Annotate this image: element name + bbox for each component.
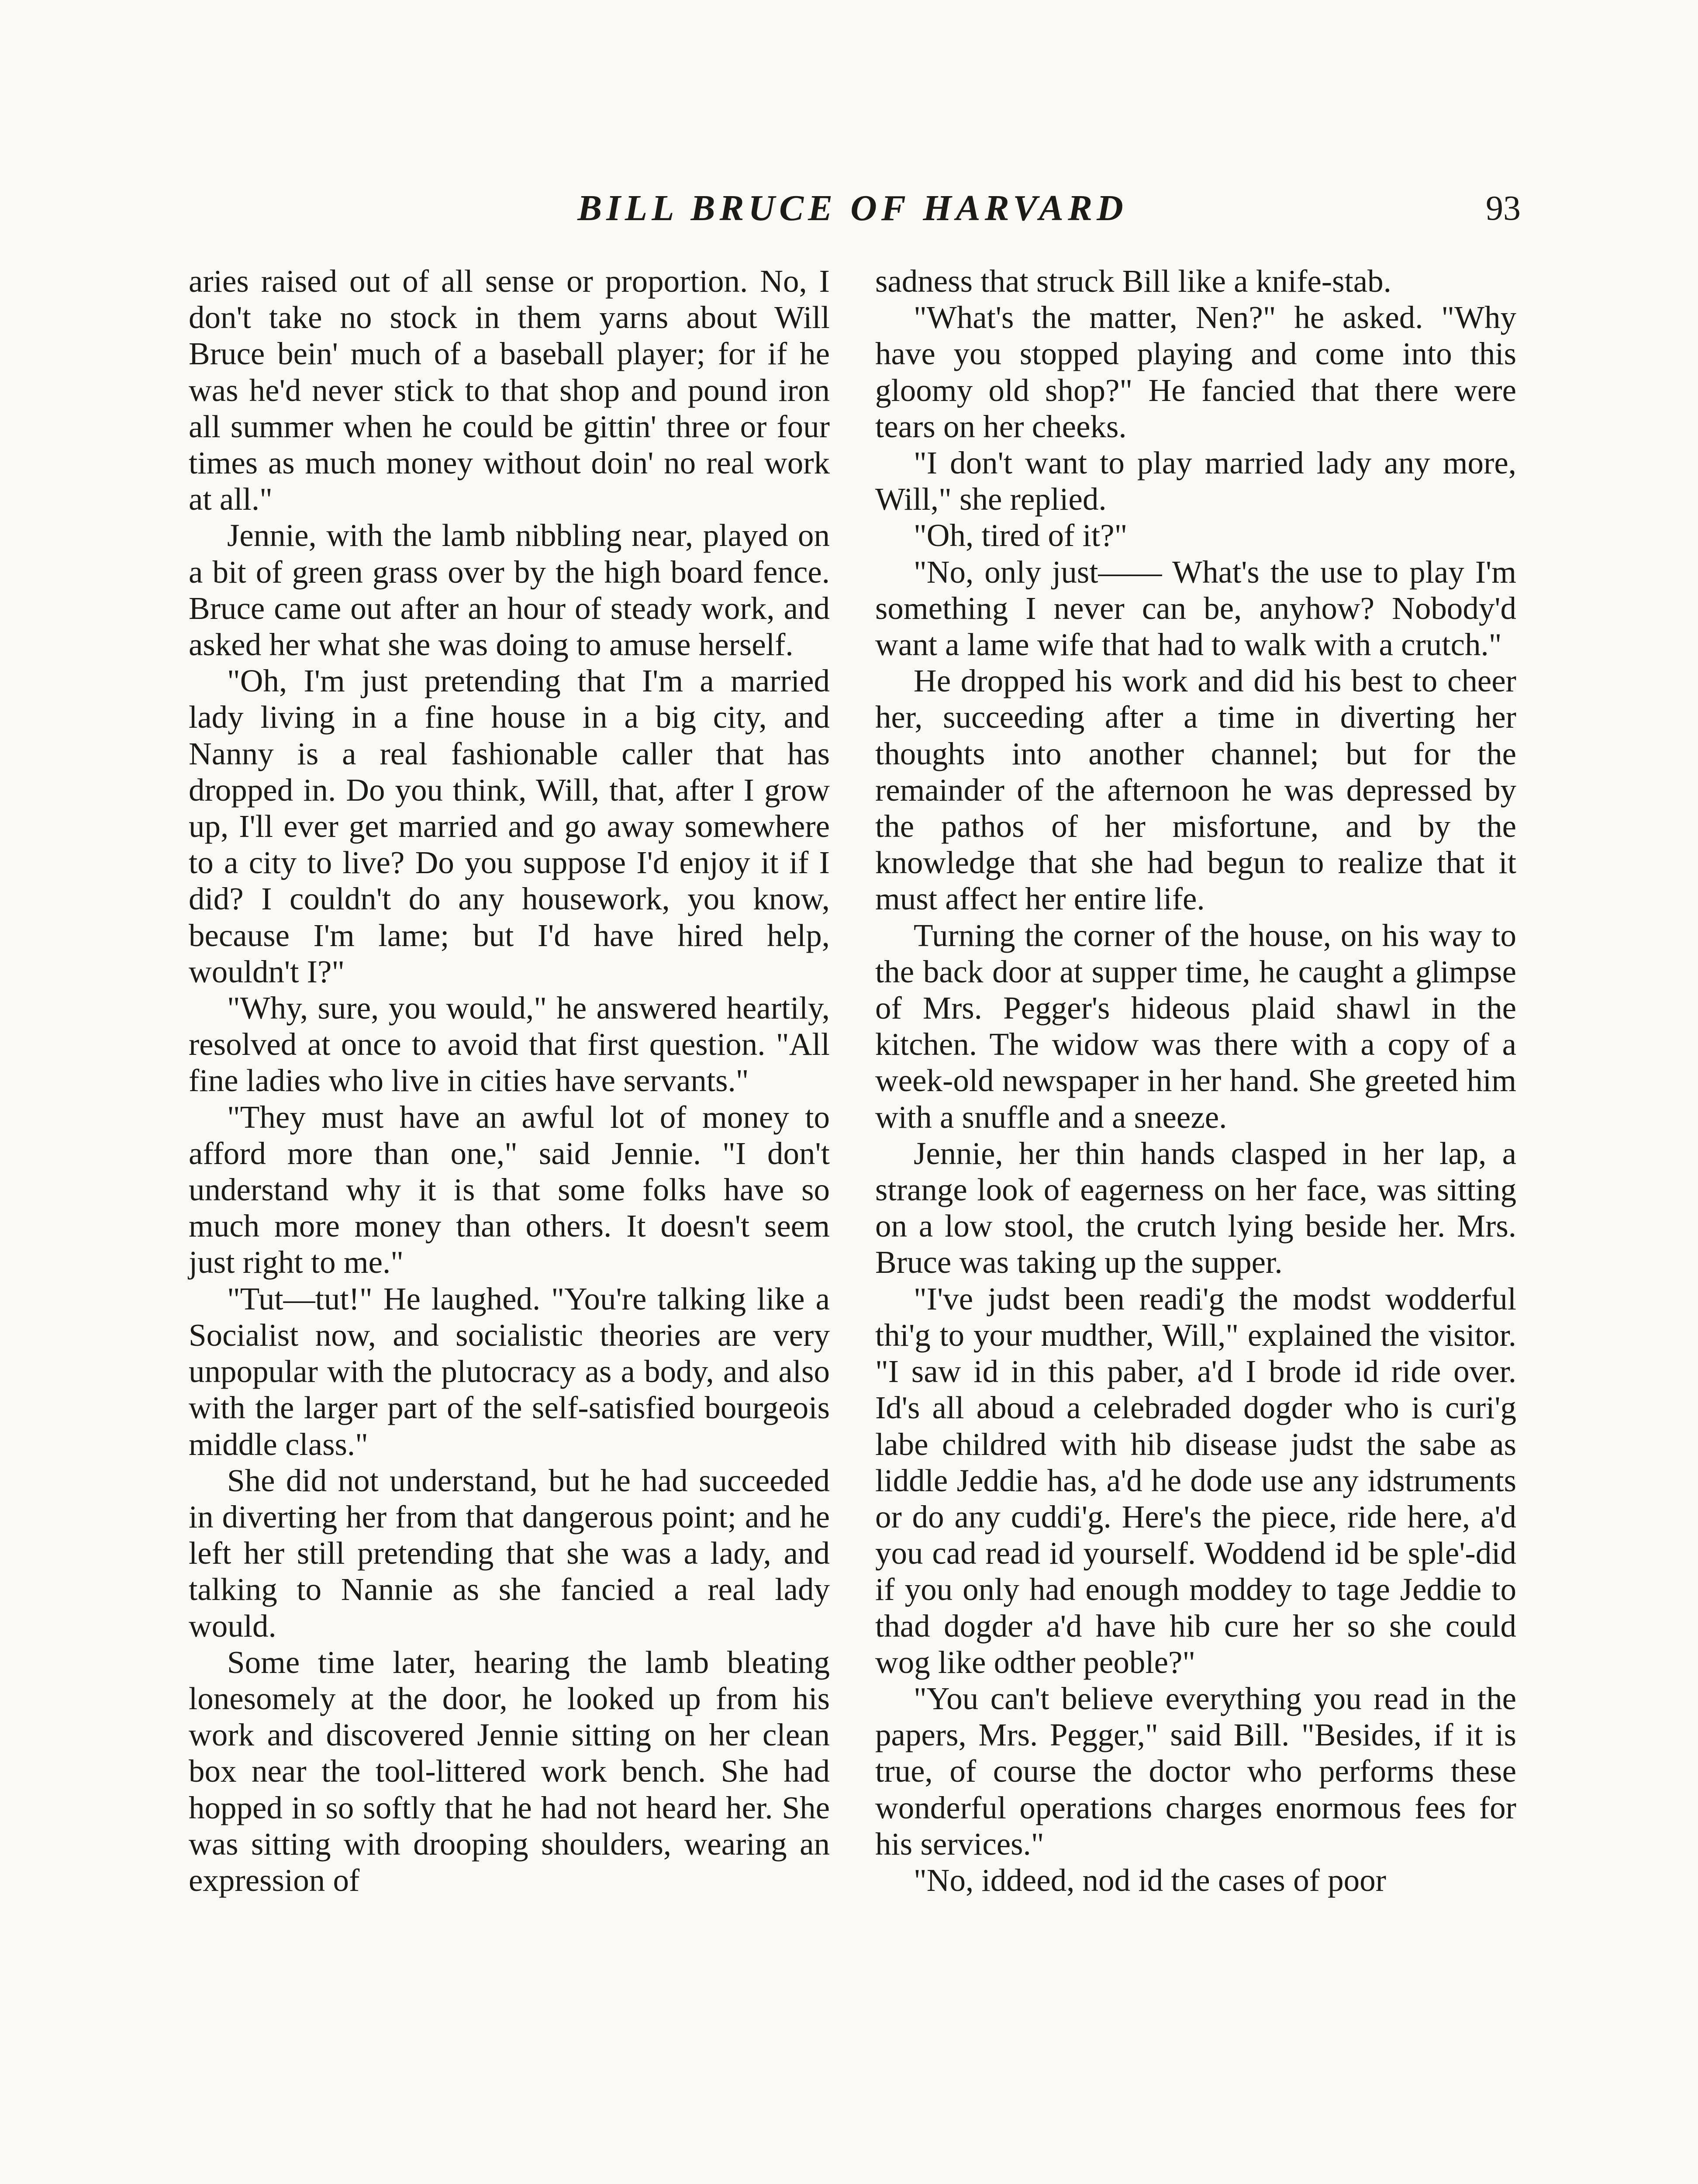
right-column: [875, 263, 1516, 1898]
paragraph: "No, iddeed, nod id the cases of poor: [914, 1862, 1386, 1898]
paragraph: sadness that struck Bill like a knife-stab.: [875, 263, 1391, 299]
running-title: BILL BRUCE OF HARVARD: [577, 188, 1128, 228]
paragraph: "Oh, tired of it?": [914, 518, 1128, 553]
left-column: [189, 263, 830, 1898]
paragraph: "I've judst been readi'g the modst wodderful thi'g to your mudther, Will," explained the visitor. "I saw id in this paber, a'd I brode id ride over. Id's all aboud a celebraded dogder who is curi'g labe childred with hib disease judst the sabe as liddle Jeddie has, a'd he dode use any idstruments or do any cuddi'g. Here's the piece, ride here, a'd you cad read id yourself. Woddend id be sple'-did if you only had enough moddey to tage Jeddie to thad dogder a'd have hib cure her so she could wog like odther peoble?": [875, 1281, 1516, 1680]
paragraph: "No, only just—— What's the use to play I'm something I never can be, anyhow? Nobody'd want a lame wife that had to walk with a crutch.": [875, 554, 1516, 663]
paragraph: "I don't want to play married lady any more, Will," she replied.: [875, 445, 1516, 517]
paragraph: Turning the corner of the house, on his way to the back door at supper time, he caught a glimpse of Mrs. Pegger's hideous plaid shawl in the kitchen. The widow was there with a copy of a week-old newspaper in her hand. She greeted him with a snuffle and a sneeze.: [875, 917, 1516, 1135]
paragraph: "Why, sure, you would," he answered heartily, resolved at once to avoid that first question. "All fine ladies who live in cities have servants.": [189, 990, 830, 1099]
paragraph: aries raised out of all sense or proportion. No, I don't take no stock in them yarns about Will Bruce bein' much of a baseball player; for if he was he'd never stick to that shop and pound iron all summer when he could be gittin' three or four times as much money without doin' no real work at all.": [189, 263, 830, 517]
paragraph: "They must have an awful lot of money to afford more than one," said Jennie. "I don't understand why it is that some folks have so much more money than others. It doesn't seem just right to me.": [189, 1099, 830, 1280]
paragraph: Some time later, hearing the lamb bleating lonesomely at the door, he looked up from his work and discovered Jennie sitting on her clean box near the tool-littered work bench. She had hopped in so softly that he had not heard her. She was sitting with drooping shoulders, wearing an expression of: [189, 1644, 830, 1898]
paragraph: He dropped his work and did his best to cheer her, succeeding after a time in diverting her thoughts into another channel; but for the remainder of the afternoon he was depressed by the pathos of her misfortune, and by the knowledge that she had begun to realize that it must affect her entire life.: [875, 663, 1516, 917]
paragraph: Jennie, with the lamb nibbling near, played on a bit of green grass over by the high board fence. Bruce came out after an hour of steady work, and asked her what she was doing to amuse herself.: [189, 518, 830, 663]
paragraph: "What's the matter, Nen?" he asked. "Why have you stopped playing and come into this gloomy old shop?" He fancied that there were tears on her cheeks.: [875, 300, 1516, 444]
paragraph: "Oh, I'm just pretending that I'm a married lady living in a fine house in a big city, and Nanny is a real fashionable caller that has dropped in. Do you think, Will, that, after I grow up, I'll ever get married and go away somewhere to a city to live? Do you suppose I'd enjoy it if I did? I couldn't do any housework, you know, because I'm lame; but I'd have hired help, wouldn't I?": [189, 663, 830, 989]
paragraph: "Tut—tut!" He laughed. "You're talking like a Socialist now, and socialistic theories are very unpopular with the plutocracy as a body, and also with the larger part of the self-satisfied bourgeois middle class.": [189, 1281, 830, 1462]
page-number: 93: [1486, 189, 1521, 228]
paragraph: She did not understand, but he had succeeded in diverting her from that dangerous point; and he left her still pretending that she was a lady, and talking to Nannie as she fancied a real lady would.: [189, 1462, 830, 1644]
paragraph: Jennie, her thin hands clasped in her lap, a strange look of eagerness on her face, was sitting on a low stool, the crutch lying beside her. Mrs. Bruce was taking up the supper.: [875, 1135, 1516, 1280]
paragraph: "You can't believe everything you read in the papers, Mrs. Pegger," said Bill. "Besides, if it is true, of course the doctor who performs these wonderful operations charges enormous fees for his services.": [875, 1680, 1516, 1862]
page-header: [189, 184, 1521, 245]
